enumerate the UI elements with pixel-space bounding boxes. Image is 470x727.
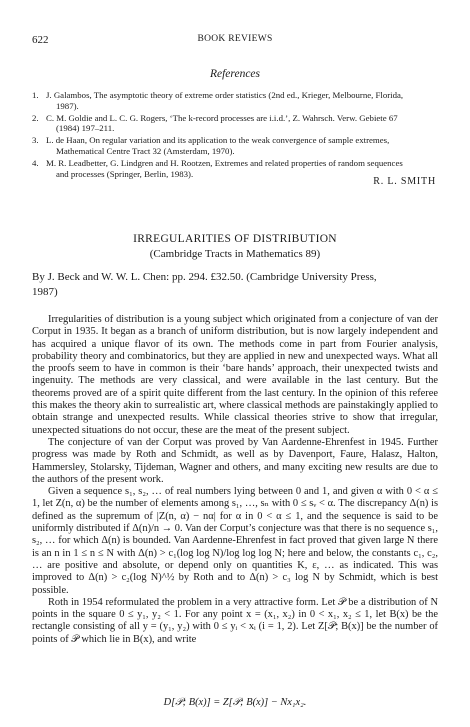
body-paragraph (32, 486, 438, 597)
reference-item (32, 90, 438, 111)
body-line: applied to obtain strange and unexpected results. While classical theories strive to (32, 400, 438, 424)
body-line: (i = 1, 2). Let Z[𝒫; B(x)] be the number of points of 𝒫 which lie in B(x), and (32, 621, 438, 645)
body-line: with Δ(n) > c₁(log log N)/log log log N; here and below, the constants c₁, c₂, … are (32, 547, 438, 571)
body-line: the sequence is said to be uniformly distributed if Δ(n)/n → 0. Van der Corput’s (32, 510, 438, 535)
reference-line: J. Galambos, The asymptotic theory of extreme order statistics (2nd ed., Krieger, Melbourne, Florida, (46, 90, 404, 100)
body-line: Irregularities of distribution is a young subject which originated from a conjecture (48, 314, 393, 325)
reference-line: and processes (Springer, Berlin, 1983). (56, 168, 194, 179)
body-line: 0 < α ≤ 1, let Z(n, α) be the number of elements among s₁, …, sₙ with 0 ≤ sᵥ < α. The (32, 486, 438, 510)
body-line: is their ‘bare hands’ approach, their unexpected twists and ingenuity. The methods (32, 363, 438, 387)
reference-number: 2. (32, 112, 39, 123)
body-line: 1945. Further progress was made by Roth and Schmidt, as well as by Davenport, (32, 436, 438, 461)
review-subtitle: (Cambridge Tracts in Mathematics 89) (149, 248, 321, 260)
reference-line: L. de Haan, On regular variation and its application to the weak convergence of sample extremes, (46, 135, 390, 146)
body-line: Roth in 1954 reformulated the problem in a very attractive form. Let 𝒫 be a (48, 596, 366, 608)
body-line: of van der Corput in 1935. It began as a branch of uniform distribution, but is now (32, 314, 438, 338)
body-line: discrepancy Δ(n) is defined as the supremum of |Z(n, α) − nα| for α in 0 < α ≤ 1, and (32, 498, 438, 522)
reference-number: 3. (32, 135, 39, 146)
display-equation: D[𝒫; B(x)] = Z[𝒫; B(x)] − Nx₁x₂. (163, 697, 307, 708)
body-line: applied in new and unexpected ways. What all the proofs seem to have in common (32, 350, 438, 375)
body-line: are very classical, and were available in the last century. But the theorems proved are (32, 375, 438, 399)
body-line: write (174, 633, 197, 645)
body-line: show that irregular, unexpected situations do not occur, these are the meat of the (32, 412, 438, 436)
reviewer-signature: R. L. SMITH (373, 176, 436, 187)
reference-number: 4. (32, 158, 39, 169)
reference-line: C. M. Goldie and L. C. G. Rogers, ‘The k-record processes are i.i.d.’, Z. Wahrsch. Verw. Gebiete 67 (46, 112, 398, 123)
reference-item (32, 135, 438, 156)
body-line: Given a sequence s₁, s₂, … of real numbers lying between 0 and 1, and given α with (48, 486, 404, 498)
body-paragraph (32, 597, 438, 646)
body-line: 0 < x₁, x₂ ≤ 1, let B(x) be the rectangle consisting of all y = (y₁, y₂) with 0 ≤ yᵢ < xᵢ (32, 609, 438, 633)
reference-line: Mathematical Centre Tract 32 (Amsterdam, 1970). (56, 145, 235, 156)
page-header (0, 34, 470, 48)
body-line: positive and absolute, or depend only on quantities K, ε, … as indicated. This was (64, 559, 438, 571)
byline-line: 1987) (32, 285, 58, 298)
review-body (32, 314, 438, 646)
body-line: The conjecture of van der Corput was proved by Van Aardenne-Ehrenfest in (48, 436, 377, 448)
body-line: in part from Fourier analysis, probability theory and combinatorics, but they are (32, 338, 438, 362)
review-title: IRREGULARITIES OF DISTRIBUTION (133, 233, 337, 245)
body-line: conjecture was that there is no sequence s₁, s₂, … for which Δ(n) is bounded. Van (32, 523, 438, 547)
body-line: makes the theory akin to surrealistic art, where classical methods are painstakingly (49, 400, 395, 412)
body-line: Faure, Halasz, Halton, Hammersley, Stolarsky, Tijdeman, Wagner and others, and (32, 449, 438, 473)
body-paragraph (32, 437, 438, 486)
body-paragraph (32, 314, 438, 437)
body-line: distribution of N points in the square 0 ≤ y₁, y₂ < 1. For any point x = (x₁, x₂) in (32, 596, 438, 621)
body-line: largely independent and has acquired a unique flavor of its own. The methods come (32, 326, 438, 350)
byline-line: By J. Beck and W. W. L. Chen: pp. 294. £32.50. (Cambridge University Press, (32, 271, 377, 283)
body-line: present subject. (284, 424, 350, 436)
body-line: Aardenne-Ehrenfest in fact proved that given large N there is an n in 1 ≤ n ≤ N (32, 535, 438, 559)
body-line: improved to Δ(n) > c₂(log N)^½ by Roth and to Δ(n) > c₃ log N by Schmidt, which is (32, 572, 417, 584)
review-byline (32, 270, 438, 299)
body-line: best possible. (32, 572, 438, 596)
body-line: many exciting new results are due to the authors of the present work. (32, 461, 438, 485)
reference-number: 1. (32, 90, 39, 100)
body-line: of a spirit quite different from the last century. In the opinion of this referee this (32, 387, 438, 412)
running-head: BOOK REVIEWS (197, 34, 273, 44)
page-number: 622 (32, 34, 49, 46)
reference-list (32, 90, 438, 181)
reference-item (32, 113, 438, 134)
reference-line: M. R. Leadbetter, G. Lindgren and H. Rootzen, Extremes and related properties of random sequences (46, 158, 403, 169)
reference-line: 1987). (56, 100, 79, 111)
references-title: References (209, 68, 260, 80)
reference-line: (1984) 197–211. (56, 123, 115, 134)
